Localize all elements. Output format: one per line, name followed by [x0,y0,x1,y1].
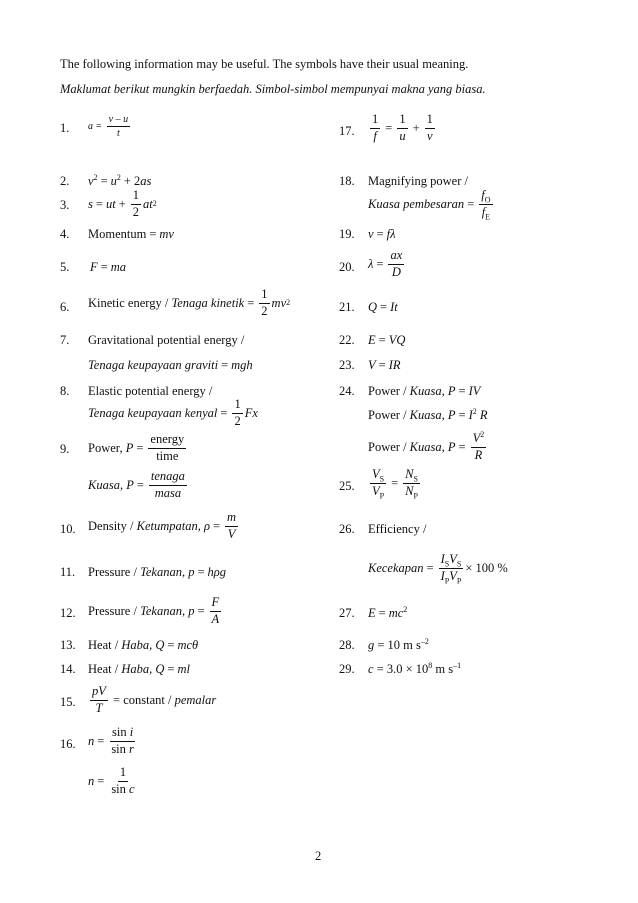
pressure-label-en: Pressure / [88,565,137,579]
formula-power-my: Kuasa, P = $\frac{\text{tenaga}}{\text{masa}}$ [88,469,185,500]
masa-word: masa [154,485,182,500]
page-number: 2 [315,849,322,863]
formula-speed-of-light: $c = 3.0 \times 10^8$ m $s^{-1}$ [368,660,462,676]
c-unit: m s [432,662,454,676]
item-number: 11. [60,565,76,579]
heat-label-en: Heat / [88,638,119,652]
gpe-label-my: Tenaga keupayaan graviti [88,358,219,372]
item-number: 22. [339,333,355,347]
g-exponent: –2 [420,636,429,646]
item-number: 28. [339,638,355,652]
item-number: 20. [339,260,355,274]
percent-suffix: × 100 % [465,561,508,576]
power-slash-en: Power / [368,408,407,422]
formula-velocity-squared: $v^2 = u^2 + 2as$ [88,172,152,188]
tenaga-word: tenaga [149,470,187,486]
formula-gas-law: $\frac{pV}{T}$ = constant / pemalar [92,684,217,715]
power-slash-my: Kuasa, [409,408,445,422]
intro-english: The following information may be useful. The symbols have their usual meaning. [60,57,469,71]
time-word: time [156,448,179,463]
gpe-label-en: Gravitational potential energy / [88,333,245,347]
item-number: 2. [60,174,70,188]
formula-power-en: Power, P = $\frac{\text{energy}}{\text{time}}$ [88,432,185,463]
intro-malay: Maklumat berikut mungkin berfaedah. Simbol-simbol mempunyai makna yang biasa. [60,82,486,96]
heat-label-my: Haba, [121,662,153,676]
formula-interference: λ = $\frac{ax}{D}$ [368,248,403,279]
density-label-my: Ketumpatan, [136,519,201,534]
formula-pressure: Pressure / Tekanan, p = $\frac{F}{A}$ [88,595,220,626]
density-label-en: Density / [88,519,134,534]
efficiency-label-en: Efficiency / [368,522,427,536]
item-number: 8. [60,384,70,398]
item-number: 23. [339,358,355,372]
formula-magnifying-power: Kuasa pembesaran = $\frac{f_O}{f_E}$ [368,188,491,222]
item-number: 26. [339,522,355,536]
formula-force: F = ma [90,260,126,274]
item-number: 14. [60,662,76,676]
formula-kinetic-energy: Kinetic energy / Tenaga kinetik = $\frac{1}{2}$ mv 2 [88,287,291,318]
pressure-label-my: Tekanan, [140,604,186,619]
item-number: 17. [339,124,355,138]
formula-latent-heat: Heat / Haba, Q = ml [88,662,190,676]
item-number: 29. [339,662,355,676]
formula-wave-speed: v = fλ [368,227,396,241]
g-value: = 10 m s [377,638,421,652]
item-number: 9. [60,442,70,456]
heat-label-my: Haba, [121,638,153,652]
item-number: 4. [60,227,70,241]
item-number: 18. [339,174,355,188]
item-number: 24. [339,384,355,398]
formula-elastic: Tenaga keupayaan kenyal = $\frac{1}{2}$ Fx [88,397,258,428]
efficiency-label-my: Kecekapan [368,561,424,576]
energy-word: energy [148,433,186,449]
pressure-label-en: Pressure / [88,604,137,619]
item-number: 13. [60,638,76,652]
formula-transformer: $\frac{V_S}{V_P}$ = $\frac{N_S}{N_P}$ [372,467,418,501]
formula-acceleration: a = $\frac{v - u}{t}$ [88,114,129,139]
power-slash-en: Power / [368,440,407,455]
formula-momentum: Momentum = mv [88,227,174,241]
formula-mass-energy: $E = mc^2$ [368,604,408,620]
c-value: = 3.0 × 10 [376,662,429,676]
formula-refractive-index-snell: n = $\frac{\text{sin i}}{\text{sin r}}$ [88,725,134,756]
heat-label-en: Heat / [88,662,119,676]
kinetic-label-en: Kinetic energy / [88,296,169,311]
kinetic-label-my: Tenaga kinetik [171,296,245,311]
item-number: 21. [339,300,355,314]
elastic-label-my: Tenaga keupayaan kenyal [88,406,218,421]
formula-power-iv: Power / Kuasa, P = IV [368,384,481,398]
momentum-label: Momentum [88,227,147,241]
power-slash-my: Kuasa, [409,384,445,398]
formula-energy-charge: E = VQ [368,333,406,347]
formula-gpe: Tenaga keupayaan graviti = mgh [88,358,253,372]
item-number: 3. [60,198,70,212]
power-slash-my: Kuasa, [409,440,445,455]
item-number: 25. [339,479,355,493]
formula-gravity: g = 10 m $s^{-2}$ [368,636,429,652]
item-number: 5. [60,260,70,274]
power-slash-en: Power / [368,384,407,398]
formula-pressure-liquid: Pressure / Tekanan, p = hρg [88,565,227,579]
formula-ohm: V = IR [368,358,401,372]
pemalar-word: pemalar [174,693,217,708]
formula-density: Density / Ketumpatan, ρ = $\frac{m}{V}$ [88,510,237,541]
item-number: 19. [339,227,355,241]
power-label-my: Kuasa, [88,478,124,493]
magnifying-label-my: Kuasa pembesaran [368,197,465,212]
formula-lens: $\frac{1}{f}$ = $\frac{1}{u}$ + $\frac{1}{v}$ [372,112,433,143]
formula-power-i2r: Power / Kuasa, $P = I^2$ R [368,406,488,422]
formula-efficiency: Kecekapan = $\frac{I_SV_S}{I_PV_P}$ × 100 % [368,552,508,586]
c-exponent-unit: –1 [453,660,462,670]
item-number: 1. [60,121,70,135]
formula-charge: Q = It [368,300,398,314]
formula-heat-capacity: Heat / Haba, Q = mcθ [88,638,199,652]
pressure-label-my: Tekanan, [140,565,186,579]
elastic-label-en: Elastic potential energy / [88,384,213,398]
item-number: 16. [60,737,76,751]
item-number: 6. [60,300,70,314]
item-number: 12. [60,606,76,620]
formula-displacement: s = ut + $\frac{1}{2}$ at 2 [88,188,157,219]
item-number: 7. [60,333,70,347]
item-number: 10. [60,522,76,536]
constant-word: = constant / [113,693,172,708]
power-label-en: Power, [88,441,123,456]
c-exponent-8: 8 [428,660,433,670]
formula-power-v2r: Power / Kuasa, P = $\frac{V^2}{R}$ [368,429,485,462]
magnifying-label-en: Magnifying power / [368,174,468,188]
item-number: 15. [60,695,76,709]
formula-refractive-index-critical: n = $\frac{1}{\text{sin c}}$ [88,765,135,796]
item-number: 27. [339,606,355,620]
